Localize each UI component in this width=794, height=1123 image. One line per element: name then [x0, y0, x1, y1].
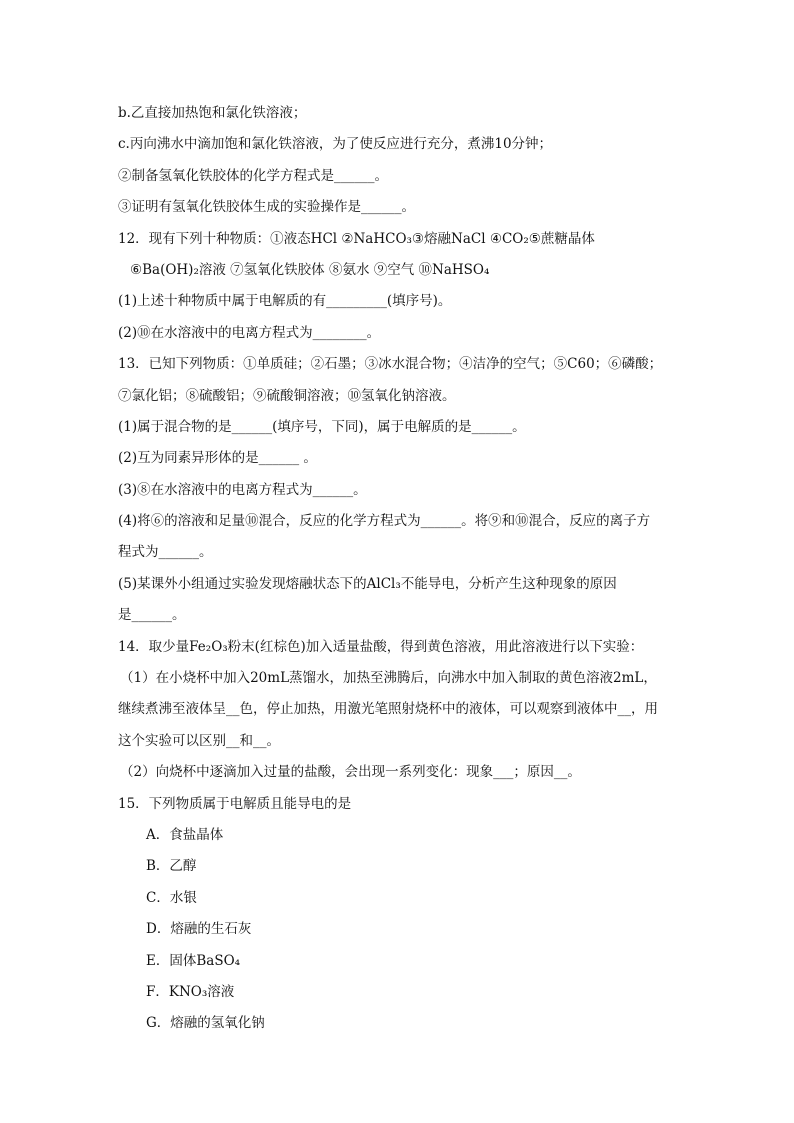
text-line: b.乙直接加热饱和氯化铁溶液； — [118, 105, 307, 121]
text-line: (1)上述十种物质中属于电解质的有_________(填序号)。 — [118, 293, 452, 310]
text-line: (2)⑩在水溶液中的电离方程式为________。 — [118, 324, 381, 341]
text-line: （2）向烧杯中逐滴加入过量的盐酸，会出现一系列变化：现象___；原因__。 — [120, 764, 581, 781]
question-12: 12．现有下列十种物质：①液态HCl ②NaHCO₃③熔融NaCl ④CO₂⑤蔗糖晶体 — [118, 230, 595, 247]
text-line: (4)将⑥的溶液和足量⑩混合，反应的化学方程式为______。将⑨和⑩混合，反应的离子方 — [118, 513, 651, 530]
option-f: F．KNO₃溶液 — [146, 983, 235, 1000]
text-line: 这个实验可以区别__和__。 — [118, 732, 280, 749]
text-line: (2)互为同素异形体的是______ 。 — [118, 450, 317, 467]
option-g: G．熔融的氢氧化钠 — [146, 1015, 265, 1032]
text-line: 是______。 — [118, 607, 186, 624]
text-line: ③证明有氢氧化铁胶体生成的实验操作是______。 — [118, 199, 415, 216]
option-b: B．乙醇 — [146, 858, 197, 875]
option-a: A．食盐晶体 — [146, 826, 224, 843]
text-line: (3)⑧在水溶液中的电离方程式为______。 — [118, 481, 367, 498]
question-15: 15．下列物质属于电解质且能导电的是 — [118, 795, 352, 812]
option-e: E．固体BaSO₄ — [146, 952, 241, 969]
text-line: c.丙向沸水中滴加饱和氯化铁溶液，为了使反应进行充分，煮沸10分钟； — [118, 136, 553, 153]
text-line: 继续煮沸至液体呈__色，停止加热，用激光笔照射烧杯中的液体，可以观察到液体中__，用 — [118, 701, 658, 718]
option-c: C．水银 — [146, 889, 197, 906]
text-line: ②制备氢氧化铁胶体的化学方程式是______。 — [118, 167, 388, 184]
text-line: ⑦氯化铝；⑧硫酸铝；⑨硫酸铜溶液；⑩氢氧化钠溶液。 — [118, 387, 456, 404]
text-line: (1)属于混合物的是______(填序号，下同)，属于电解质的是______。 — [118, 418, 526, 435]
question-14: 14．取少量Fe₂O₃粉末(红棕色)加入适量盐酸，得到黄色溶液，用此溶液进行以下实验： — [118, 638, 644, 655]
text-line: （1）在小烧杯中加入20mL蒸馏水，加热至沸腾后，向沸水中加入制取的黄色溶液2mL， — [120, 670, 657, 687]
text-line: (5)某课外小组通过实验发现熔融状态下的AlCl₃不能导电，分析产生这种现象的原因 — [118, 575, 617, 592]
option-d: D．熔融的生石灰 — [146, 921, 252, 938]
text-line: ⑥Ba(OH)₂溶液 ⑦氢氧化铁胶体 ⑧氨水 ⑨空气 ⑩NaHSO₄ — [130, 261, 490, 278]
question-13: 13．已知下列物质：①单质硅；②石墨；③冰水混合物；④洁净的空气；⑤C60；⑥磷酸； — [118, 356, 663, 373]
text-line: 程式为______。 — [118, 544, 213, 561]
